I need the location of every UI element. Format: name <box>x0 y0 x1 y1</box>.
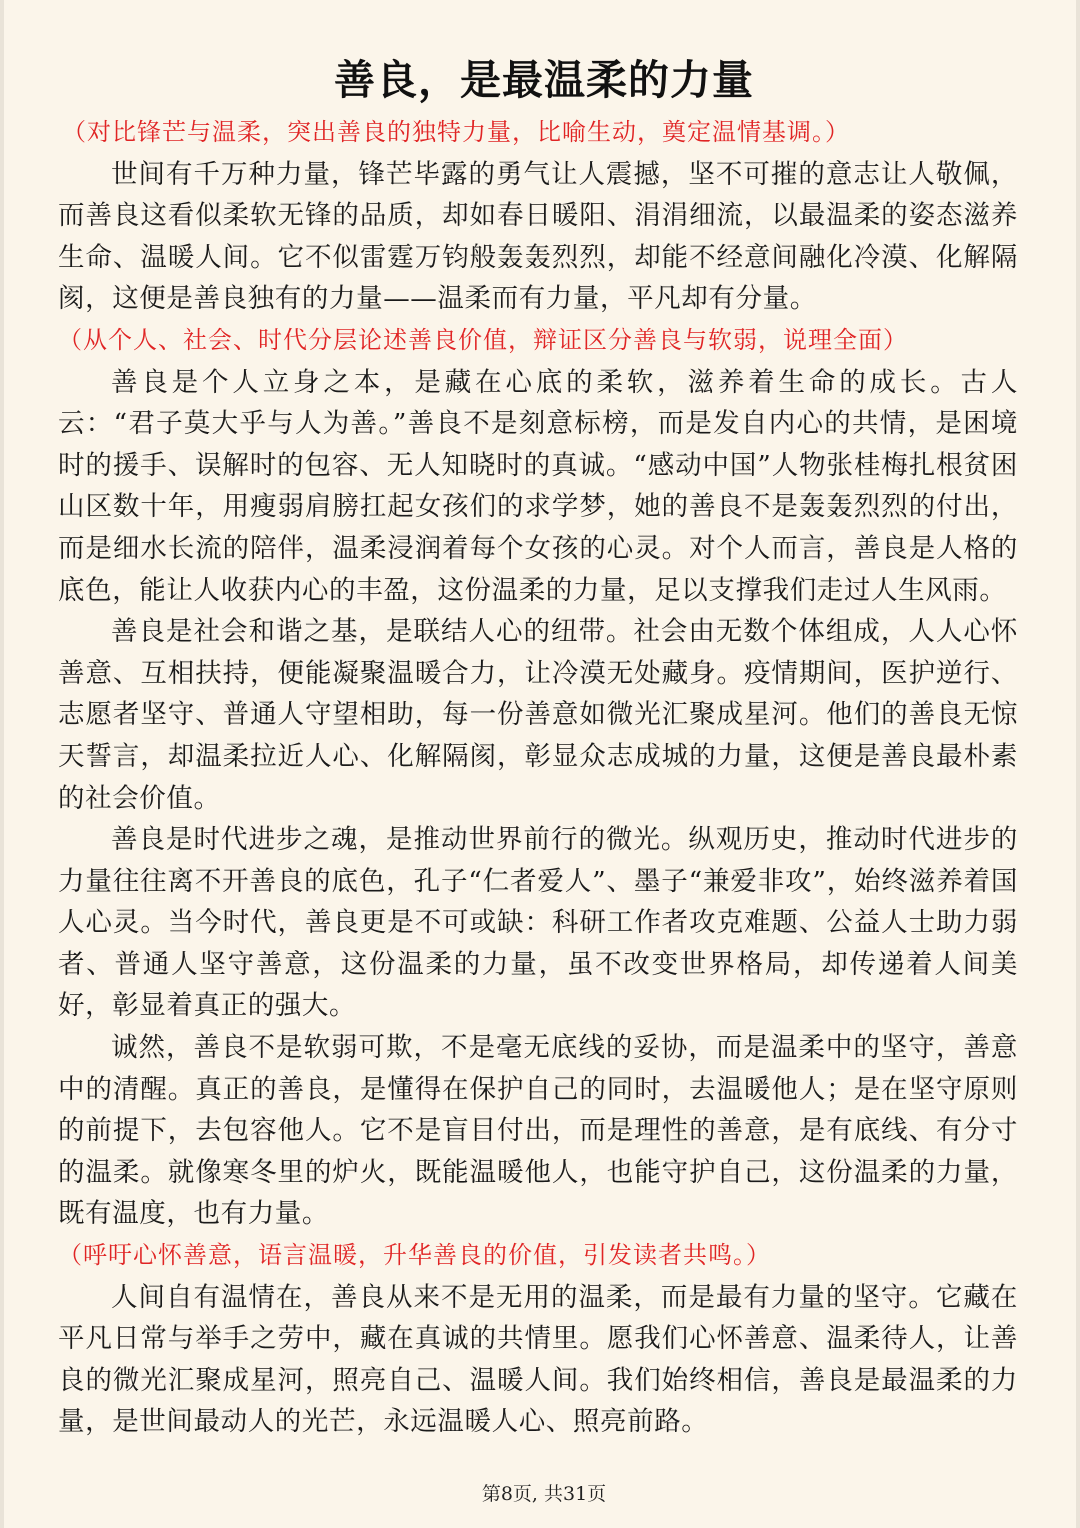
essay-body <box>58 112 1018 1443</box>
annotation-intro: （对比锋芒与温柔，突出善良的独特力量，比喻生动，奠定温情基调。） <box>62 118 850 146</box>
paragraph-3: 善良是社会和谐之基，是联结人心的纽带。社会由无数个体组成，人人心怀善意、互相扶持，便能凝聚温暖合力，让冷漠无处藏身。疫情期间，医护逆行、志愿者坚守、普通人守望相助，每一份善意如微光汇聚成星河。他们的善良无惊天誓言，却温柔拉近人心、化解隔阂，彰显众志成城的力量，这便是善良最朴素的社会价值。 <box>58 616 1018 814</box>
paragraph-2: 善良是个人立身之本，是藏在心底的柔软，滋养着生命的成长。古人云：“君子莫大乎与人为善。”善良不是刻意标榜，而是发自内心的共情，是困境时的援手、误解时的包容、无人知晓时的真诚。“感动中国”人物张桂梅扎根贫困山区数十年，用瘦弱肩膀扛起女孩们的求学梦，她的善良不是轰轰烈烈的付出，而是细水长流的陪伴，温柔浸润着每个女孩的心灵。对个人而言，善良是人格的底色，能让人收获内心的丰盈，这份温柔的力量，足以支撑我们走过人生风雨。 <box>58 366 1018 606</box>
essay-title: 善良，是最温柔的力量 <box>334 56 754 104</box>
paragraph-1: 世间有千万种力量，锋芒毕露的勇气让人震撼，坚不可摧的意志让人敬佩，而善良这看似柔软无锋的品质，却如春日暖阳、涓涓细流，以最温柔的姿态滋养生命、温暖人间。它不似雷霆万钧般轰轰烈烈，却能不经意间融化冷漠、化解隔阂，这便是善良独有的力量——温柔而有力量，平凡却有分量。 <box>58 158 1018 315</box>
paragraph-5: 诚然，善良不是软弱可欺，不是毫无底线的妥协，而是温柔中的坚守，善意中的清醒。真正的善良，是懂得在保护自己的同时，去温暖他人；是在坚守原则的前提下，去包容他人。它不是盲目付出，而是理性的善意，是有底线、有分寸的温柔。就像寒冬里的炉火，既能温暖他人，也能守护自己，这份温柔的力量，既有温度，也有力量。 <box>58 1032 1018 1230</box>
page-number: 第8页, 共31页 <box>481 1483 607 1505</box>
paragraph-4: 善良是时代进步之魂，是推动世界前行的微光。纵观历史，推动时代进步的力量往往离不开善良的底色，孔子“仁者爱人”、墨子“兼爱非攻”，始终滋养着国人心灵。当今时代，善良更是不可或缺：科研工作者攻克难题、公益人士助力弱者、普通人坚守善意，这份温柔的力量，虽不改变世界格局，却传递着人间美好，彰显着真正的强大。 <box>58 824 1018 1022</box>
annotation-body: （从个人、社会、时代分层论述善良价值，辩证区分善良与软弱，说理全面） <box>58 325 908 354</box>
annotation-conclusion: （呼吁心怀善意，语言温暖，升华善良的价值，引发读者共鸣。） <box>58 1241 771 1270</box>
paragraph-6: 人间自有温情在，善良从来不是无用的温柔，而是最有力量的坚守。它藏在平凡日常与举手之劳中，藏在真诚的共情里。愿我们心怀善意、温柔待人，让善良的微光汇聚成星河，照亮自己、温暖人间。我们始终相信，善良是最温柔的力量，是世间最动人的光芒，永远温暖人心、照亮前路。 <box>58 1281 1018 1438</box>
